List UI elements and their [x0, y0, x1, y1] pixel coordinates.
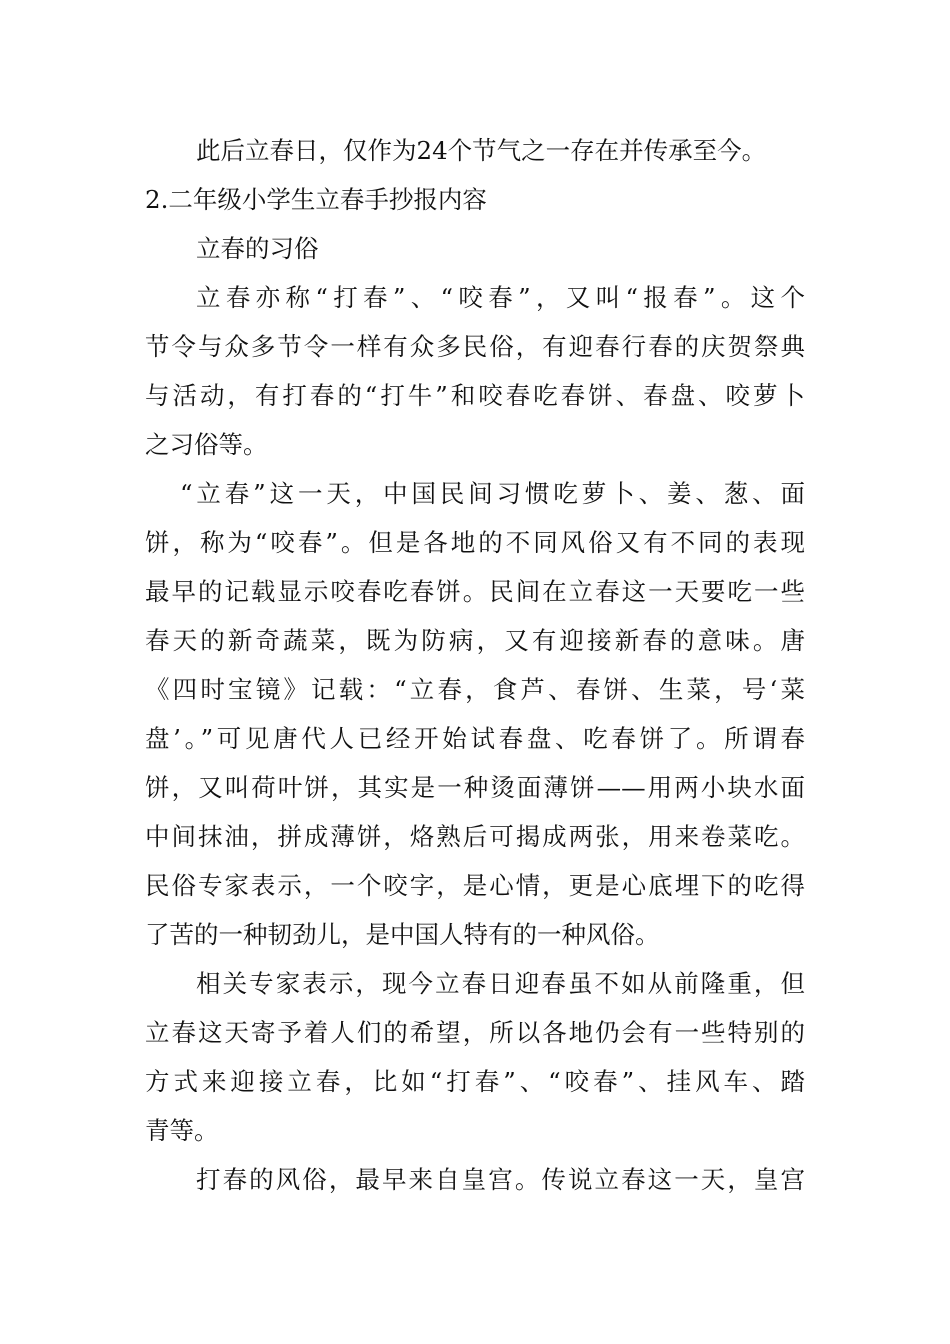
paragraph-line: 之习俗等。 [145, 430, 268, 459]
paragraph-line: 立春这天寄予着人们的希望，所以各地仍会有一些特别的 [145, 1018, 805, 1047]
paragraph-line: 此后立春日，仅作为24个节气之一存在并传承至今。 [196, 136, 767, 165]
paragraph-line: 立春亦称“打春”、“咬春”，又叫“报春”。这个 [196, 283, 805, 312]
paragraph-line: “立春”这一天，中国民间习惯吃萝卜、姜、葱、面 [180, 479, 805, 508]
paragraph-line: 青等。 [145, 1116, 219, 1145]
paragraph-line: 打春的风俗，最早来自皇宫。传说立春这一天，皇宫 [196, 1165, 805, 1194]
paragraph-line: 与活动，有打春的“打牛”和咬春吃春饼、春盘、咬萝卜 [145, 381, 805, 410]
paragraph-line: 了苦的一种韧劲儿，是中国人特有的一种风俗。 [145, 920, 660, 949]
paragraph-line: 饼，又叫荷叶饼，其实是一种烫面薄饼——用两小块水面 [145, 773, 805, 802]
paragraph-line: 方式来迎接立春，比如“打春”、“咬春”、挂风车、踏 [145, 1067, 805, 1096]
paragraph-line: 最早的记载显示咬春吃春饼。民间在立春这一天要吃一些 [145, 577, 805, 606]
paragraph-line: 《四时宝镜》记载：“立春，食芦、春饼、生菜，号‘菜 [145, 675, 805, 704]
paragraph-line: 节令与众多节令一样有众多民俗，有迎春行春的庆贺祭典 [145, 332, 805, 361]
paragraph-line: 盘’。”可见唐代人已经开始试春盘、吃春饼了。所谓春 [145, 724, 805, 753]
subheading: 立春的习俗 [196, 234, 319, 263]
paragraph-line: 民俗专家表示，一个咬字，是心情，更是心底埋下的吃得 [145, 871, 805, 900]
paragraph-line: 中间抹油，拼成薄饼，烙熟后可揭成两张，用来卷菜吃。 [145, 822, 805, 851]
section-heading: 2.二年级小学生立春手抄报内容 [145, 185, 487, 214]
paragraph-line: 相关专家表示，现今立春日迎春虽不如从前隆重，但 [196, 969, 805, 998]
paragraph-line: 饼，称为“咬春”。但是各地的不同风俗又有不同的表现 [145, 528, 805, 557]
paragraph-line: 春天的新奇蔬菜，既为防病，又有迎接新春的意味。唐 [145, 626, 805, 655]
